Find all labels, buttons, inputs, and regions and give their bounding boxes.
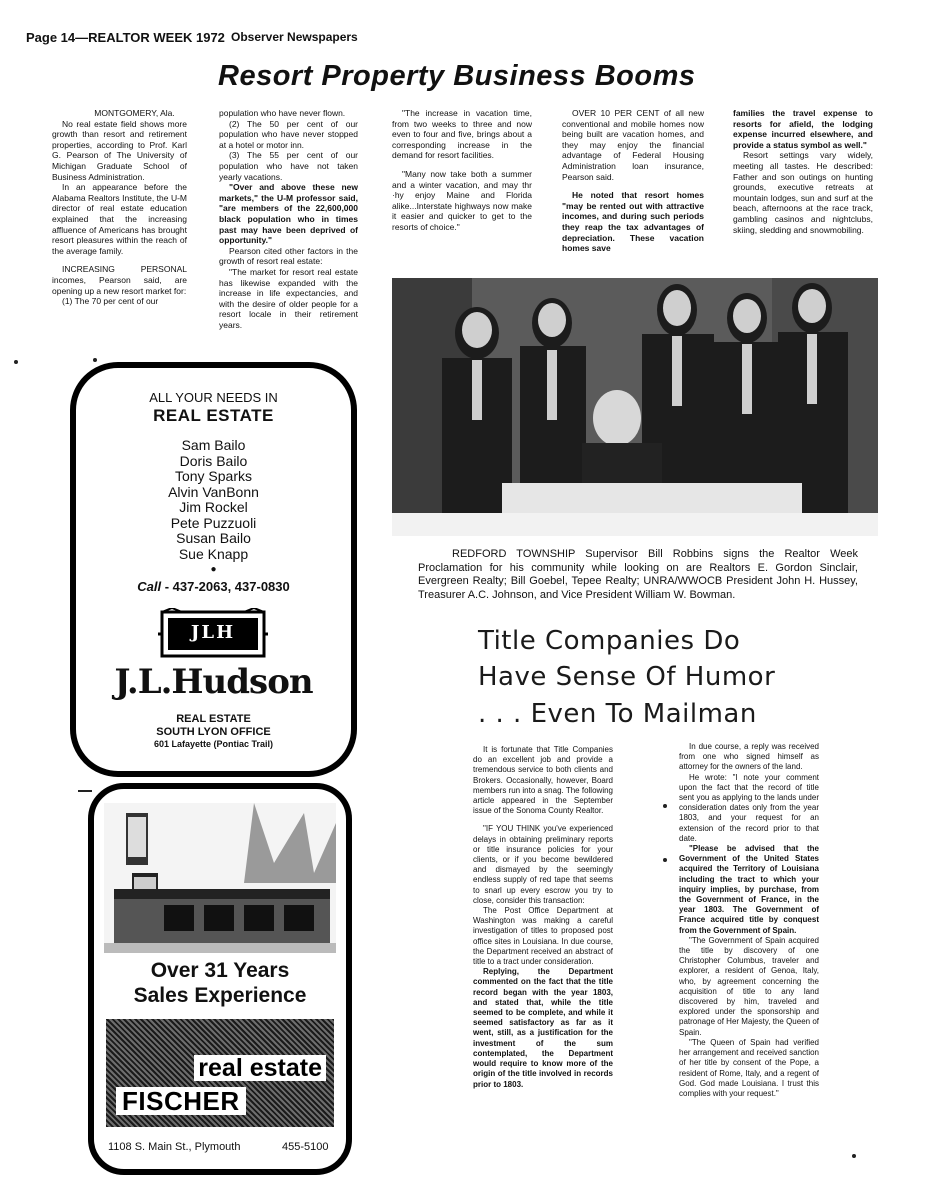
stray-mark: [663, 804, 667, 808]
photo-caption: REDFORD TOWNSHIP Supervisor Bill Robbins signs the Realtor Week Proclamation for his community while looking on are Realtors E. Gordon Sinclair, Evergreen Realty; Bill Goebel, Tepee Realty; UNRA/WWOCB President John H. Hussey, Treasurer A.C. Johnson, and Vice President William W. Bowman.: [418, 548, 858, 601]
paragraph: In due course, a reply was received from one who signed himself as attorney for the owners of the land.: [679, 742, 819, 772]
proclamation-photo: [392, 278, 878, 536]
paragraph: (2) The 50 per cent of our population who have never stopped at a hotel or motor inn.: [219, 118, 358, 150]
agent-name: Sue Knapp: [178, 545, 249, 562]
fischer-address: 1108 S. Main St., Plymouth: [108, 1141, 241, 1153]
stray-mark: [14, 360, 18, 364]
agent-name: Doris Bailo: [179, 452, 248, 469]
agent-name: Pete Puzzuoli: [170, 514, 257, 531]
agent-name: Sam Bailo: [181, 437, 246, 453]
agent-name: Susan Bailo: [176, 530, 251, 546]
paragraph: No real estate field shows more growth than resort and retirement properties, according to Prof. Karl G. Pearson of The University of Michigan Graduate School of Business Administration.: [52, 118, 187, 182]
banner-real-estate: real estate: [194, 1055, 326, 1081]
paragraph: (1) The 70 per cent of our: [62, 296, 159, 307]
agent-name: Tony Sparks: [174, 468, 253, 484]
stray-mark: [93, 358, 97, 362]
jlh-crest-logo: [158, 608, 268, 660]
ad-line-real-estate: REAL ESTATE: [153, 406, 274, 425]
banner-fischer: FISCHER: [116, 1087, 246, 1115]
ad-line-needs: ALL YOUR NEEDS IN: [149, 390, 278, 405]
article2-title-line2: Have Sense Of Humor: [478, 662, 776, 692]
article-title-resort: Resort Property Business Booms: [218, 60, 696, 92]
stray-mark: [852, 1154, 856, 1158]
phone-numbers: - 437-2063, 437-0830: [161, 579, 290, 594]
paragraph: OVER 10 PER CENT of all new conventional and mobile homes now being built are vacation homes, and they may enjoy the financial advantage of Federal Housing Administration loan insurance, Pearson said.: [562, 108, 704, 182]
article1-column-3: [392, 108, 532, 233]
paragraph: (3) The 55 per cent of our population who have not taken yearly vacations.: [219, 150, 358, 182]
article2-column-2: [679, 742, 819, 1099]
article1-column-5: [733, 108, 873, 235]
paragraph: "The Queen of Spain had verified her arrangement and received sanction of her title by consent of the Pope, a resident of Rome, Italy, and a regent of God. God made Louisiana. I trust this complies with your request.": [679, 1037, 819, 1098]
newspaper-name: Observer Newspapers: [231, 30, 358, 44]
dateline: MONTGOMERY, Ala.: [94, 108, 175, 118]
call-label: Call: [137, 579, 162, 594]
article2-title-line3: . . . Even To Mailman: [478, 699, 757, 729]
bullet-icon: ●: [210, 564, 217, 575]
office-building-photo: [104, 803, 336, 953]
hudson-advertisement: [70, 362, 357, 777]
paragraph: It is fortunate that Title Companies do an excellent job and provide a tremendous service to both clients and Brokers. Occasionally, however, Board members run into a snag. The following article appeared in the September issue of the Sonoma County Realtor.: [473, 745, 613, 816]
article1-column-2: [219, 108, 358, 330]
hudson-wordmark: J.L.Hudson: [114, 662, 313, 702]
agent-list: [76, 438, 351, 562]
fischer-advertisement: [88, 783, 352, 1175]
fischer-banner: [106, 1019, 334, 1127]
paragraph: Replying, the Department commented on the fact that the title record began with the year 1803, and stated that, while the title seemed to be complete, and while it seemed satisfactory as far as it went, still, as a justification for the investment of the sum contemplated, the Department would require to know more of the origin of the title involved in records prior to 1803.: [473, 967, 613, 1089]
paragraph: The Post Office Department at Washington was making a careful investigation of titles to proposed post office sites in Louisiana. In due course, the Department received an abstract of title to a tract under consideration.: [473, 906, 613, 967]
office-address: 601 Lafayette (Pontiac Trail): [153, 739, 274, 749]
article1-column-1: [52, 108, 187, 307]
headline-experience: Sales Experience: [133, 984, 307, 1007]
fischer-phone: 455-5100: [282, 1141, 329, 1153]
paragraph: population who have never flown.: [219, 108, 346, 118]
article2-column-1: [473, 745, 613, 1090]
office-line-2: SOUTH LYON OFFICE: [156, 726, 271, 738]
building-illustration: [104, 803, 336, 953]
paragraph: Pearson cited other factors in the growth of resort real estate:: [219, 245, 358, 267]
photo-illustration: [392, 278, 878, 536]
paragraph: Resort settings vary widely, meeting all tastes. He described: Father and son outings on hunting grounds, executive retreats at mountain lodges, sun and surf at the beach, afternoons at the race track, gambling casinos and nightclubs, skiing, sledding and snowmobiling.: [733, 150, 873, 235]
logo-initials: JLH: [190, 622, 236, 643]
phone-line: [76, 579, 351, 594]
paragraph: "The market for resort real estate has likewise expanded with the increase in life expectancies, and with the desire of older people for a resort locale in their retirement years.: [219, 266, 358, 330]
paragraph: He wrote: "I note your comment upon the fact that the record of title sent you as applying to the lands under consideration dates only from the year 1803, and your request for an extension of the record prior to that date.: [679, 772, 819, 843]
paragraph: "Over and above these new markets," the U-M professor said, "are members of the 22,600,000 black population who in times past may have been deprived of opportunity.": [219, 182, 358, 246]
paragraph: In an appearance before the Alabama Realtors Institute, the U-M director of real estate education explained that the increasing affluence of Americans has brought resort pleasures within the reach of the average family.: [52, 182, 187, 256]
article2-title-line1: Title Companies Do: [478, 626, 741, 656]
agent-name: Jim Rockel: [179, 499, 248, 515]
paragraph: "The increase in vacation time, from two weeks to three and now even to four and five, brings about a corresponding increase in the demand for resort facilities.: [392, 108, 532, 161]
article1-column-4: [562, 108, 704, 254]
stray-mark: [663, 858, 667, 862]
paragraph: INCREASING PERSONAL incomes, Pearson said, are opening up a new resort market for:: [52, 264, 187, 296]
page-label: Page 14—REALTOR WEEK 1972: [26, 30, 225, 45]
stray-mark: [78, 790, 92, 792]
paragraph: "Please be advised that the Government of the United States acquired the Territory of Louisiana including the tract to which your inquiry implies, by purchase, from the Government of France, in the year 1803. The Government of France acquired title by conquest from the Government of Spain.: [679, 844, 819, 935]
paragraph: "IF YOU THINK you've experienced delays in obtaining preliminary reports or title insurance policies for your clients, or if you become bewildered and dismayed by the seemingly endless supply of red tape that seems to snarl up every escrow you try to close, consider this transaction:: [473, 824, 613, 905]
paragraph: He noted that resort homes "may be rented out with attractive incomes, and during such periods they reap the tax advantages of depreciation. These vacation homes save: [562, 190, 704, 254]
headline-years: Over 31 Years: [150, 959, 290, 982]
agent-name: Alvin VanBonn: [168, 483, 259, 500]
office-line-1: REAL ESTATE: [176, 713, 251, 725]
paragraph: "The Government of Spain acquired the title by discovery of one Christopher Columbus, traveler and explorer, a resident of Genoa, Italy, who, by agreement concerning the acquisition of title to any land discovered by him, traveled and explored under the sponsorship and patronage of Her Majesty, the Queen of Spain.: [679, 935, 819, 1037]
paragraph: "Many now take both a summer and a winter vacation, and may thr ·hy enjoy Maine and Florida alike...Interstate highways now make it easier and quicker to get to the resorts of choice.": [392, 168, 532, 232]
paragraph: families the travel expense to resorts for afield, the lodging expense incurred elsewhere, and provide a status symbol as well.": [733, 108, 873, 150]
